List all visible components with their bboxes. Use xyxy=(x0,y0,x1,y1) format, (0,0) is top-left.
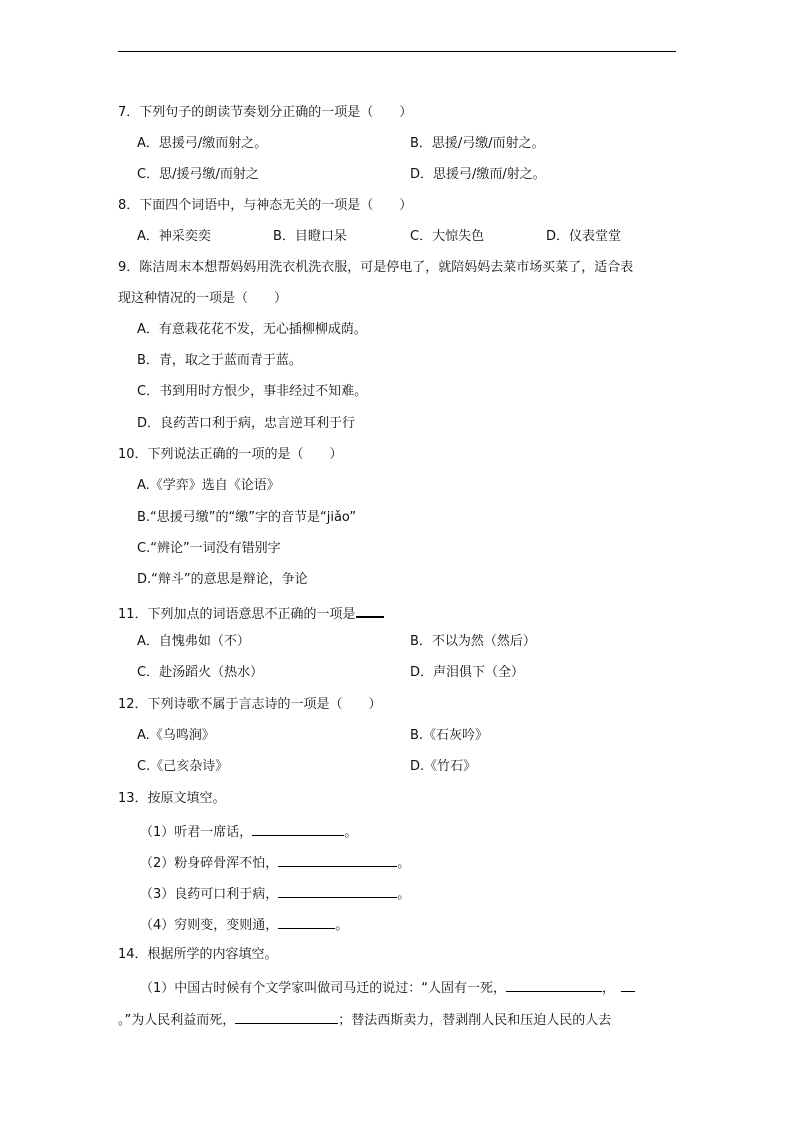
q13-item-4 xyxy=(140,914,348,932)
question-10-stem: 10．下列说法正确的一项的是（ ） xyxy=(118,447,343,462)
period: 。 xyxy=(344,825,358,840)
q13-item-1 xyxy=(140,821,357,839)
q12-option-b: B.《石灰吟》 xyxy=(410,728,489,743)
q10-option-d: D.“辩斗”的意思是辩论，争论 xyxy=(137,572,308,587)
q13-item-text: （1）听君一席话， xyxy=(140,825,253,840)
q14-item-1-line1 xyxy=(140,977,635,995)
q7-option-a: A．思援弓/缴而射之。 xyxy=(137,136,268,151)
answer-blank[interactable] xyxy=(621,977,635,992)
q10-option-b: B.“思援弓缴”的“缴”字的音节是“jiǎo” xyxy=(137,510,357,525)
question-9-stem-line1: 9．陈洁周末本想帮妈妈用洗衣机洗衣服，可是停电了，就陪妈妈去菜市场买菜了，适合表 xyxy=(118,260,634,275)
q11-option-d: D．声泪俱下（全） xyxy=(410,665,525,680)
q11-option-b: B．不以为然（然后） xyxy=(410,634,536,649)
q7-option-c: C．思/援弓缴/而射之 xyxy=(137,167,259,182)
answer-blank[interactable] xyxy=(252,821,344,836)
q8-option-b: B．目瞪口呆 xyxy=(273,229,347,244)
q11-option-a: A．自愧弗如（不） xyxy=(137,634,250,649)
answer-blank[interactable] xyxy=(506,977,602,992)
answer-blank[interactable] xyxy=(356,602,384,618)
q13-item-text: （4）穷则变，变则通， xyxy=(140,918,279,933)
period: 。 xyxy=(397,856,411,871)
q9-option-b: B．青，取之于蓝而青于蓝。 xyxy=(137,353,302,368)
q13-item-2 xyxy=(140,852,410,870)
question-7-stem: 7．下列句子的朗读节奏划分正确的一项是（ ） xyxy=(118,105,413,120)
header-rule xyxy=(118,51,676,52)
q9-option-d: D．良药苦口利于病，忠言逆耳利于行 xyxy=(137,416,356,431)
q8-option-c: C．大惊失色 xyxy=(410,229,485,244)
q8-option-d: D．仪表堂堂 xyxy=(546,229,622,244)
q7-option-d: D．思援弓/缴而/射之。 xyxy=(410,167,546,182)
q7-option-b: B．思援/弓缴/而射之。 xyxy=(410,136,545,151)
q13-item-3 xyxy=(140,883,410,901)
q14-text: ；替法西斯卖力，替剥削人民和压迫人民的人去 xyxy=(338,1013,612,1028)
q14-item-1-line2 xyxy=(118,1009,611,1027)
q11-option-c: C．赴汤蹈火（热水） xyxy=(137,665,264,680)
question-13-stem: 13．按原文填空。 xyxy=(118,791,226,806)
q12-option-c: C.《己亥杂诗》 xyxy=(137,759,229,774)
q12-option-d: D.《竹石》 xyxy=(410,759,477,774)
q14-text: （1）中国古时候有个文学家叫做司马迁的说过：“人固有一死， xyxy=(140,981,507,996)
q9-option-a: A．有意栽花花不发，无心插柳柳成荫。 xyxy=(137,322,367,337)
answer-blank[interactable] xyxy=(278,852,397,867)
period: 。 xyxy=(335,918,349,933)
q12-option-a: A.《乌鸣涧》 xyxy=(137,728,215,743)
question-12-stem: 12．下列诗歌不属于言志诗的一项是（ ） xyxy=(118,697,382,712)
q13-item-text: （2）粉身碎骨浑不怕， xyxy=(140,856,279,871)
answer-blank[interactable] xyxy=(278,914,335,929)
question-14-stem: 14．根据所学的内容填空。 xyxy=(118,947,278,962)
q9-option-c: C．书到用时方恨少，事非经过不知难。 xyxy=(137,384,368,399)
q10-option-c: C.“辨论”一词没有错别字 xyxy=(137,541,281,556)
question-9-stem-line2: 现这种情况的一项是（ ） xyxy=(118,291,288,306)
q14-text: 。”为人民利益而死， xyxy=(118,1013,236,1028)
answer-blank[interactable] xyxy=(235,1009,338,1024)
q8-option-a: A．神采奕奕 xyxy=(137,229,211,244)
question-11 xyxy=(118,602,384,620)
question-8-stem: 8．下面四个词语中，与神态无关的一项是（ ） xyxy=(118,198,413,213)
q13-item-text: （3）良药可口利于病， xyxy=(140,887,279,902)
period: 。 xyxy=(397,887,411,902)
answer-blank[interactable] xyxy=(278,883,397,898)
comma: ， xyxy=(602,981,616,996)
q10-option-a: A.《学弈》选自《论语》 xyxy=(137,478,280,493)
question-11-stem: 11．下列加点的词语意思不正确的一项是 xyxy=(118,607,356,622)
